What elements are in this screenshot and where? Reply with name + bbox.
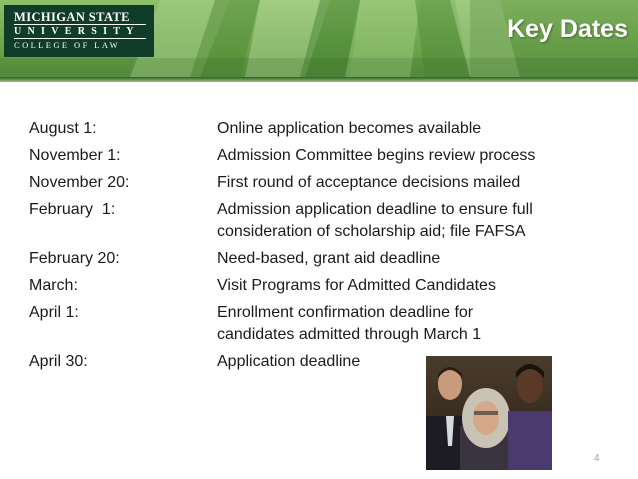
date-label: August 1: <box>29 120 97 137</box>
date-label: April 30: <box>29 353 88 370</box>
logo-line-2: UNIVERSITY <box>14 26 140 37</box>
date-description <box>217 172 619 194</box>
date-label: November 1: <box>29 147 121 164</box>
description-line: Online application becomes available <box>217 120 482 137</box>
date-label: March: <box>29 277 78 294</box>
slide-title: Key Dates <box>507 15 628 43</box>
date-description <box>217 145 619 167</box>
msu-law-logo <box>4 5 154 57</box>
date-description <box>217 199 619 243</box>
date-description <box>217 248 619 270</box>
description-line: Enrollment confirmation deadline for <box>217 304 474 321</box>
date-row <box>29 118 619 140</box>
description-line: Admission application deadline to ensure full <box>217 201 533 218</box>
date-description <box>217 275 619 297</box>
date-row <box>29 302 619 346</box>
date-label: February 1: <box>29 201 116 218</box>
description-line: Admission Committee begins review process <box>217 147 536 164</box>
date-row <box>29 248 619 270</box>
date-row <box>29 275 619 297</box>
date-description <box>217 302 619 346</box>
date-row <box>29 145 619 167</box>
logo-line-1: MICHIGAN STATE <box>14 10 130 24</box>
logo-line-3: COLLEGE OF LAW <box>14 40 121 50</box>
description-line: candidates admitted through March 1 <box>217 326 482 343</box>
student-photo <box>426 356 552 470</box>
date-label: February 20: <box>29 250 120 267</box>
date-row <box>29 199 619 243</box>
header-banner <box>0 0 638 77</box>
date-description <box>217 351 619 373</box>
description-line: Application deadline <box>217 353 361 370</box>
date-row <box>29 172 619 194</box>
description-line: First round of acceptance decisions mailed <box>217 174 521 191</box>
date-description <box>217 118 619 140</box>
description-line: Visit Programs for Admitted Candidates <box>217 277 496 294</box>
key-dates-list <box>29 118 619 378</box>
description-line: consideration of scholarship aid; file FAFSA <box>217 223 526 240</box>
date-label: April 1: <box>29 304 79 321</box>
header-divider <box>0 77 638 82</box>
description-line: Need-based, grant aid deadline <box>217 250 441 267</box>
page-number: 4 <box>594 453 600 464</box>
date-label: November 20: <box>29 174 130 191</box>
